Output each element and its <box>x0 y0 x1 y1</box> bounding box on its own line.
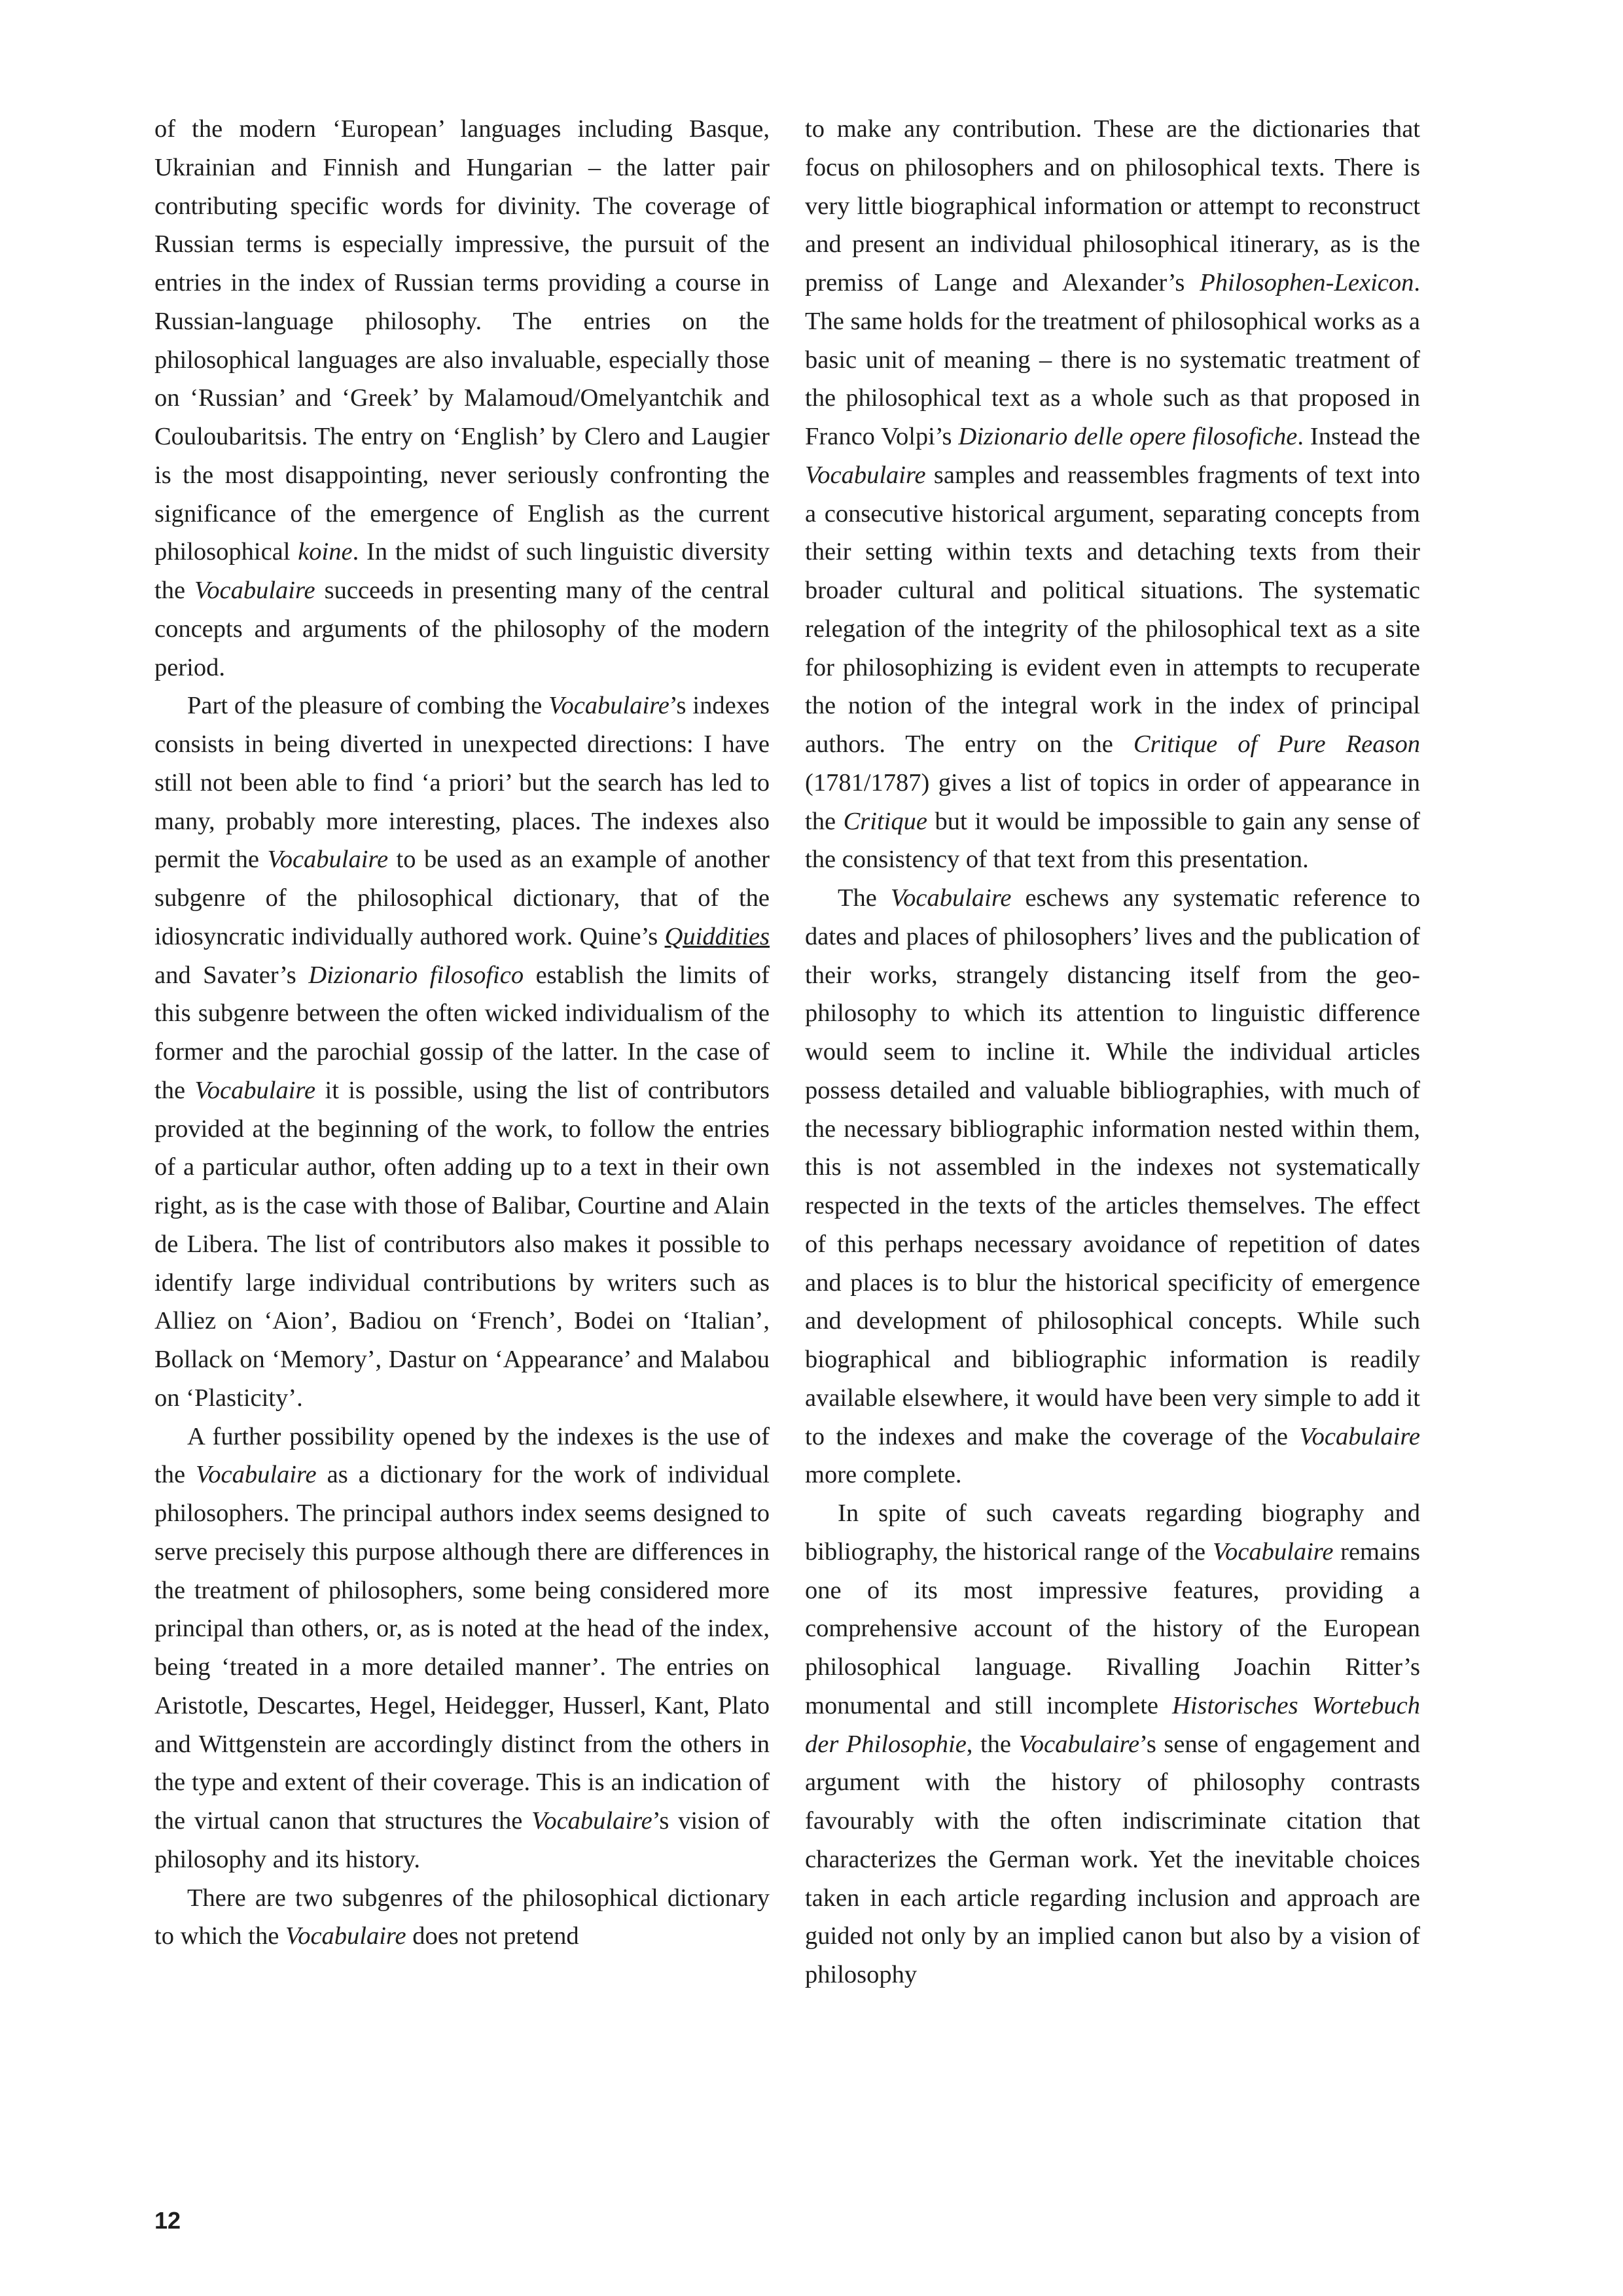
paragraph: A further possibility opened by the indexes is the use of the Vocabulaire as a dictionary for the work of individual philosophers. The principal authors index seems designed to serve precisely this purpose although there are differences in the treatment of philosophers, some being considered more principal than others, or, as is noted at the head of the index, being ‘treated in a more detailed manner’. The entries on Aristotle, Descartes, Hegel, Heidegger, Husserl, Kant, Plato and Wittgenstein are accordingly distinct from the others in the type and extent of their coverage. This is an indication of the virtual canon that structures the Vocabulaire’s vision of philosophy and its history. <box>154 1422 770 1873</box>
paragraph: to make any contribution. These are the dictionaries that focus on philosophers and on philosophical texts. There is very little biographical information or attempt to reconstruct and present an individual philosophical itinerary, as is the premiss of Lange and Alexander’s Philosophen-Lexicon. The same holds for the treatment of philosophical works as a basic unit of meaning – there is no systematic treatment of the philosophical text as a whole such as that proposed in Franco Volpi’s Dizionario delle opere filosofiche. Instead the Vocabulaire samples and reassembles fragments of text into a consecutive historical argument, separating concepts from their setting within texts and detaching texts from their broader cultural and political situations. The systematic relegation of the integrity of the philosophical text as a site for philosophizing is evident even in attempts to recuperate the notion of the integral work in the index of principal authors. The entry on the Critique of Pure Reason (1781/1787) gives a list of topics in order of appearance in the Critique but it would be impossible to gain any sense of the consistency of that text from this presentation. <box>805 115 1420 874</box>
paragraph: Part of the pleasure of combing the Vocabulaire’s indexes consists in being diverted in unexpected directions: I have still not been able to find ‘a priori’ but the search has led to many, probably more interesting, places. The indexes also permit the Vocabulaire to be used as an example of another subgenre of the philosophical dictionary, that of the idiosyncratic individually authored work. Quine’s Quiddities and Savater’s Dizionario filosofico establish the limits of this subgenre between the often wicked individualism of the former and the parochial gossip of the latter. In the case of the Vocabulaire it is possible, using the list of contributors provided at the beginning of the work, to follow the entries of a particular author, often adding up to a text in their own right, as is the case with those of Balibar, Courtine and Alain de Libera. The list of contributors also makes it possible to identify large individual contributions by writers such as Alliez on ‘Aion’, Badiou on ‘French’, Bodei on ‘Italian’, Bollack on ‘Memory’, Dastur on ‘Appearance’ and Malabou on ‘Plasticity’. <box>154 692 770 1412</box>
paragraph: The Vocabulaire eschews any systematic reference to dates and places of philosophers’ lives and the publication of their works, strangely distancing itself from the geo-philosophy to which its attention to linguistic difference would seem to incline it. While the individual articles possess detailed and valuable bibliographies, with much of the necessary bibliographic information nested within them, this is not assembled in the indexes not systematically respected in the texts of the articles themselves. The effect of this perhaps necessary avoidance of repetition of dates and places is to blur the historical specificity of emergence and development of philosophical concepts. While such biographical and bibliographic information is readily available elsewhere, it would have been very simple to add it to the indexes and make the coverage of the Vocabulaire more complete. <box>805 884 1420 1489</box>
page-number: 12 <box>154 2207 181 2234</box>
paragraph: In spite of such caveats regarding biography and bibliography, the historical range of the Vocabulaire remains one of its most impressive features, providing a comprehensive account of the history of the European philosophical language. Rivalling Joachin Ritter’s monumental and still incomplete Historisches Wortebuch der Philosophie, the Vocabulaire’s sense of engagement and argument with the history of philosophy contrasts favourably with the often indiscriminate citation that characterizes the German work. Yet the inevitable choices taken in each article regarding inclusion and approach are guided not only by an implied canon but also by a vision of philosophy <box>805 1499 1421 1988</box>
paragraph: of the modern ‘European’ languages including Basque, Ukrainian and Finnish and Hungarian – the latter pair contributing specific words for divinity. The coverage of Russian terms is especially impressive, the pursuit of the entries in the index of Russian terms providing a course in Russian-language philosophy. The entries on the philosophical languages are also invaluable, especially those on ‘Russian’ and ‘Greek’ by Malamoud/Omelyantchik and Couloubaritsis. The entry on ‘English’ by Clero and Laugier is the most disappointing, never seriously confronting the significance of the emergence of English as the current philosophical koine. In the midst of such linguistic diversity the Vocabulaire succeeds in presenting many of the central concepts and arguments of the philosophy of the modern period. <box>154 115 770 681</box>
right-column <box>805 110 1420 1994</box>
left-column <box>154 110 770 1956</box>
paragraph: There are two subgenres of the philosophical dictionary to which the Vocabulaire does not pretend <box>154 1884 770 1950</box>
